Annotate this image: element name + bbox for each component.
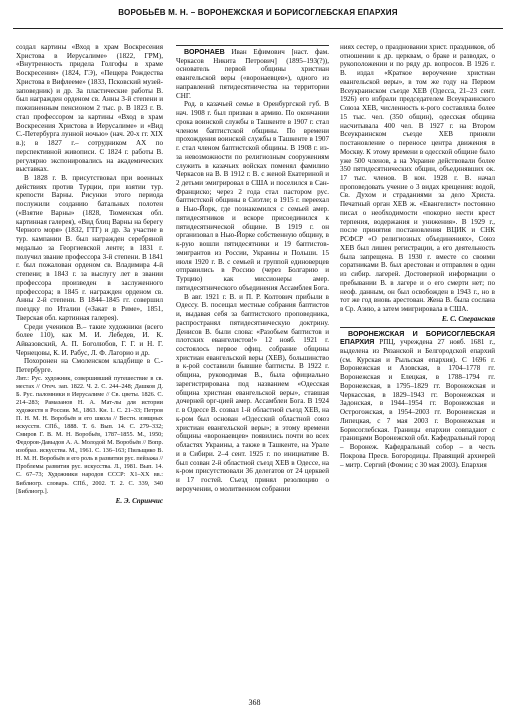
column-1 — [16, 43, 163, 508]
entry-lead-text: Иван Ефимович [наст. фам. Черкасов Никита Петрович] (1895–193(?)), основатель первой общины христиан евангельской веры («воронаевцев»), одного из направлений пятидесятничества на территории СНГ. — [176, 48, 329, 100]
author-signature: Е. С. Сперанская — [441, 314, 495, 323]
column-3 — [340, 43, 495, 469]
bibliography — [16, 375, 163, 496]
page-number: 368 — [248, 698, 261, 707]
running-header: ВОРОБЬЁВ М. Н. – ВОРОНЕЖСКАЯ И БОРИСОГЛЕБСКАЯ ЕПАРХИЯ — [118, 8, 398, 17]
column-2 — [176, 43, 329, 493]
paragraph: Род. в казачьей семье в Оренбургской губ. В нач. 1908 г. был призван в армию. По окончании срока воинской службы в Ташкенте в 1907 г. стал членом баптистской общины. По времени прохождения воинской службы в Ташкенте в 1907 г. стал членом баптистской общины. В 1908 г. из-за невозможности по религиозным сооружениям служить в казачьих войсках поменял фамилию Черкасов на В. В 1912 г. В. с женой Екатериной и 2 детьми эмигрировал в США и поселился в Сан-Франциско; через 2 года стал пастором рус. баптистской общины в Сиэтле; в 1915 г. переехал в Нью-Йорк, где познакомился с семьей амер. пятидесятников и вскоре присоединился к пятидесятнической общине. В 1919 г. он организовал в Нью-Йорке собственную общину, в к-рую вошли пятидесятники и 19 баптистов-эмигрантов из России, Украины и Польши. 15 июля 1920 г. В. с семьей и группой единоверцев отправились в Россию (через Болгарию и Турцию) как миссионеры амер. пятидесятнического объединения Ассамблея Бога. — [176, 100, 329, 292]
entry-headword: ВОРОНАЕВ — [184, 48, 225, 56]
author-signature: Е. Э. Спринчис — [115, 496, 163, 505]
entry-headword: ВОРОНЕЖСКАЯ И БОРИСОГЛЕБСКАЯ ЕПАРХИЯ — [340, 329, 495, 347]
paragraph: В авг. 1921 г. В. и П. Р. Колтович прибыли в Одессу. В. посещал местные собрания баптистов и, выдавая себя за баптистского проповедника, распространял пятидесятническую доктрину. Денисов В. были слова: «Разобьем баптистов и плотских евангелистов!» 12 нояб. 1921 г. состоялось первое офиц. собрание общины христиан евангельской веры (ХЕВ), большинство в к-рой составили бывшие баптисты. В 1922 г. община, руководимая В., была официально зарегистрирована под названием «Одесская община христиан евангельской веры», ставшая дочерней орг-цией амер. Ассамблеи Бога. В 1924 г. в Одессе В. созвал 1-й областной съезд ХЕВ, на к-ром был основан «Одесский областной союз христиан евангельской веры»; в этому времени общины «воронаевцев» появились почти во всех областях Украины, а также в Ташкенте, на Урале и в Сибири. 2–4 сент. 1925 г. по инициативе В. был созван 2-й областной съезд ХЕВ в Одессе, на к-ром присутствовали 36 делегатов от 24 церквей и 17 гостей. Съезд принял резолюцию о вероучении, о молитвенном собрании — [176, 292, 329, 493]
bibliography-text: Лит.: Рус. художник, совершивший путешествие в св. местах // Отеч. зап. 1822. Ч. 2. С. 244–248; Дашков Д. Б. Рус. паломники в Иерусалиме // Св. цветы. 1826. С. 214–283; Рамазанов Н. А. Мат-лы для истории художеств в России. М., 1863. Кн. 1. С. 21–33; Петров П. Н. М. Н. Воробьёв и его школа // Вестн. изящных искусств. СПб., 1888. Т. 6. Вып. 14. С. 279–332; Смиров Г. В. М. Н. Воробьёв, 1787–1855. М., 1950; Федоров-Давыдов А. А. Молодой М. Воробьёв // Вопр. изобраз. искусства. М., 1961. С. 136–163; Пильщико В. Н. М. Н. Воробьёв и его роль в развитии рус. пейзажа // Проблемы развития рус. искусства. Л., 1981. Вып. 14. С. 67–73; Художники народов СССР: Х1–ХХ вв.: Библиогр. словарь. СПб., 2002. Т. 2. С. 339, 340 [Библиогр.]. — [16, 374, 163, 495]
paragraph: Среди учеников В.– такие художники (всего более 110), как М. И. Лебедев, И. К. Айвазовский, А. П. Боголюбов, Г. Г. и Н. Г. Чернецовы, К. И. Рабус, Л. Ф. Лагорио и др. — [16, 322, 163, 357]
paragraph: ниях сестер, о праздновании христ. праздников, об отношении к др. церквам, о браке и разводах, о рукоположении и по ряду др. вопросов. В 1926 г. В. издал «Краткое вероучение христиан евангельской веры», в том же году на Первом Всеукраинском съезде ХЕВ (Одесса, 21–23 сент. 1926) его избрали председателем Всеукраинского Союза ХЕВ, численность к-рого составляла более 15 тыс. чел. (350 общин), одесская община насчитывала 400 чел. В 1927 г. на Втором Всеукраинском съезде ХЕВ приняли постановление о переносе центра движения в Москву. К этому времени в одесской общине было уже 500 членов, а на Украине действовали более 350 пятидесятнических общин, объединявших ок. 17 тыс. членов. В кон. 1928 г. В. начал проповедовать учение о 3 видах крещения: водой, Св. Духом и страданиями за дело Христа. Печатный орган ХЕВ ж. «Евангелист» постоянно писал о необходимости «покорно нести крест терпения, водержания и унижения». В 1929 г., после принятия постановления ВЦИК и СНК РСФСР «О религиозных объединениях», Союз ХЕВ был лишен регистрации, а его деятельность была запрещена. В 1930 г. вместе со своими соратниками В. был арестован и отправлен в один из сибир. лагерей. Достоверной информации о пребывании В. в лагере и о его смерти нет; по неоф. данным, он был освобожден в 1943 г., но в тот же год вновь арестован. Жена В. была сослана в Ср. Азию, а затем эмигрировала в США. — [340, 43, 495, 314]
entry-divider — [176, 45, 329, 46]
paragraph: создал картины «Вход в храм Воскресения Христова в Иерусалиме» (1822, ГРМ), «Внутренность придела Голгофы в храме Воскресения» (1824, ГЭ), «Пещера Рождества Христова в Вифлееме» (1833, Псковский музей-заповедник) и др. За пластические работы В. был награжден орденом св. Анны 3-й степени и пожизненным пенсионом 2 тыс. р. В 1823 г. В. стал профессором за картины «Вход в храм Воскресения Христова в Иерусалиме» и «Вид С.-Петербурга лунной ночью» (нач. 20-х гг. XIX в.); в 1827 г.– сотрудником АХ по перспективной живописи. С 1824 г. работы В. регулярно экспонировались на академических выставках. — [16, 43, 163, 174]
paragraph: Похоронен на Смоленском кладбище в С.-Петербурге. — [16, 357, 163, 375]
entry-lead-text: РПЦ, учреждена 27 нояб. 1681 г., выделена из Рязанской и Белгородской епархий (см. Курская и Рыльская епархия). С 1696 г. Воронежская и Азовская, в 1704–1778 гг. Воронежская и Елецкая, в 1788–1794 гг. Воронежская, в 1795–1829 гг. Воронежская и Черкасская, в 1829–1943 гг. Воронежская и Задонская, в 1944–1954 гг. Воронежская и Острогожская, в 1954–2003 гг. Воронежская и Липецкая, с 7 мая 2003 г. Воронежская и Борисоглебская. Границы епархии совпадают с границами Воронежской обл. Кафедральный город – Воронеж. Кафедральный собор – в честь Покрова Пресв. Богородицы. Правящий архиерей – митр. Сергий (Фомин; с 30 мая 2003). Епархия — [340, 338, 495, 469]
entry-divider — [340, 327, 495, 328]
paragraph: В 1828 г. В. присутствовал при военных действиях против Турции, при взятии тур. крепости Варны. Рисунки этого периода послужили созданию батальных полотен («Взятие Варны» (1828, Тюменская обл. картинная галерея), «Вид блиц Варны на берегу Черного моря» (1832, ГТГ) и др. За участие в тур. кампании В. был награжден серебряной медалью за Георгиевской ленте; в 1831 г. получил звание профессора 3-й степени. В 1841 г. был пожалован орденом св. Владимира 4-й степени; в 1843 г. за выслугу лет в звании профессора произведен в заслуженного профессора; в 1845 г. награжден орденом св. Анны 2-й степени. В 1844–1845 гг. совершил поездку по Италии («Закат в Риме», 1851, Тверская обл. картинная галерея). — [16, 174, 163, 322]
entry-lead — [176, 48, 329, 100]
entry-lead — [340, 330, 495, 470]
